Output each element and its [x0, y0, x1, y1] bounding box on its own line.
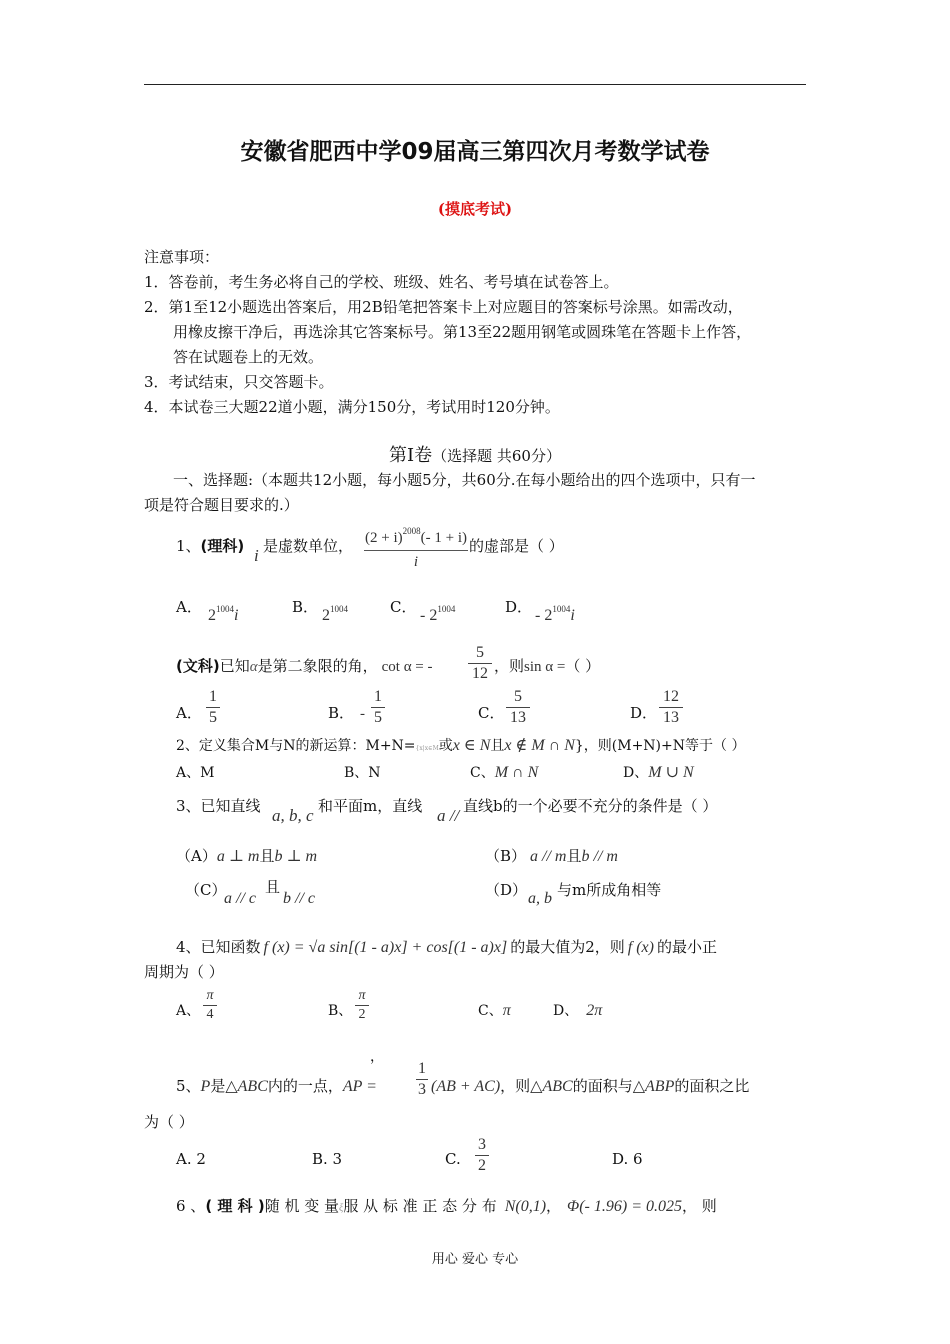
q4-option-c: C、π — [478, 1002, 511, 1019]
q1-text-b: 的虚部是（ ） — [469, 537, 564, 555]
q1w-option-d: 12 13 — [659, 688, 683, 727]
page-title: 安徽省肥西中学09届高三第四次月考数学试卷 — [240, 139, 710, 165]
q4-option-a-label: A、 — [176, 1003, 201, 1019]
q4-option-b-label: B、 — [328, 1003, 353, 1019]
q5-stray-comma: ， — [370, 1049, 384, 1065]
q1-option-b: $2^{1004}$ — [322, 604, 348, 624]
q1w-option-d-label: D． — [630, 704, 658, 722]
notes-item-2-end: 答在试题卷上的无效。 — [173, 348, 324, 366]
q1-option-a: $2^{1004}i$ — [208, 604, 239, 624]
q4-option-d: D、 2π — [553, 1002, 603, 1019]
q2-option-b: B、N — [344, 765, 381, 781]
q3-option-c2: b // c — [283, 890, 315, 907]
q1-option-d-label: D． — [505, 598, 533, 616]
notes-item-2-cont: 用橡皮擦干净后，再选涂其它答案标号。第13至22题用钢笔或圆珠笔在答题卡上作答， — [173, 323, 752, 341]
header-rule — [144, 84, 806, 85]
q5-option-d: D. 6 — [612, 1150, 643, 1168]
q6-tag: ( 理 科 ) — [205, 1197, 265, 1215]
q5-line2: 为（ ） — [144, 1113, 194, 1131]
notes-heading: 注意事项： — [144, 248, 220, 266]
page-footer: 用心 爱心 专心 — [431, 1252, 519, 1267]
q5-option-a: A. 2 — [176, 1150, 206, 1168]
section-intro-line1: 一、选择题:（本题共12小题，每小题5分，共60分.在每小题给出的四个选项中，只有一 — [173, 471, 756, 489]
q2-option-c: C、M ∩ N — [470, 764, 539, 781]
q1-text-a: 是虚数单位， — [263, 537, 354, 555]
q1-option-a-label: A． — [176, 598, 202, 616]
q5-option-b: B. 3 — [312, 1150, 343, 1168]
notes-item-4: 4．本试卷三大题22道小题，满分150分，考试用时120分钟。 — [144, 398, 560, 416]
q1-tag: (理科) — [200, 537, 245, 555]
q3-option-d-label: （D） — [485, 881, 528, 899]
q1w-option-c: 5 13 — [506, 688, 530, 727]
q4-option-b: π 2 — [355, 988, 369, 1023]
q3-option-c1: a // c — [224, 890, 256, 907]
q1w-option-a: 1 5 — [206, 688, 220, 727]
q4-line1: 4、已知函数 f (x) = √a sin[(1 - a)x] + cos[(1 - a)x] 的最大值为2，则 f (x) 的最小正 — [176, 938, 717, 956]
q3-option-d-tail: 与m所成角相等 — [557, 881, 662, 899]
q1w-option-a-label: A． — [176, 704, 202, 722]
q1-option-c-label: C． — [390, 598, 417, 616]
q1w-option-b: 1 5 — [371, 688, 385, 727]
q3-option-d1: a, b — [528, 890, 552, 907]
notes-item-3: 3．考试结束，只交答题卡。 — [144, 373, 334, 391]
notes-item-2: 2．第1至12小题选出答案后，用2B铅笔把答案卡上对应题目的答案标号涂黑。如需改动， — [144, 298, 743, 316]
notes-item-1: 1．答卷前，考生务必将自己的学校、班级、姓名、考号填在试卷答上。 — [144, 273, 619, 291]
section-title — [0, 441, 950, 467]
q1w-fraction: 5 12 — [468, 644, 492, 683]
q1w-line: (文科)已知α是第二象限的角， cot α = - — [176, 657, 433, 675]
q5-fraction: 1 3 — [418, 1060, 426, 1098]
section-title-main: 第Ⅰ卷 — [389, 445, 433, 466]
q1w-tag: (文科) — [176, 657, 220, 675]
q3-text-c: 直线b的一个必要不充分的条件是（ ） — [463, 797, 718, 815]
section-title-sub: （选择题 共60分） — [432, 447, 561, 465]
q1-expression: $(2 + i)^{2008}(-$ 1 + i) i — [365, 526, 467, 570]
q1-option-b-label: B． — [292, 598, 319, 616]
q3-option-c-label: （C） — [185, 881, 227, 899]
q3-expr1: a, b, c — [272, 806, 314, 825]
q1-var-i: i — [254, 546, 259, 565]
q2-option-d: D、M ∪ N — [623, 764, 694, 781]
q3-option-a: （A）a ⊥ m且b ⊥ m — [176, 847, 318, 865]
page-subtitle: (摸底考试) — [437, 200, 513, 218]
q3-text-a: 3、已知直线 — [176, 797, 261, 815]
q1w-option-c-label: C． — [478, 704, 505, 722]
q1-option-c: - $2^{1004}$ — [420, 604, 456, 624]
q3-expr2: a // — [437, 806, 460, 825]
q5-option-c-label: C. — [445, 1150, 461, 1168]
q2-option-a: A、M — [176, 765, 215, 781]
q5-line1a: 5、P是△ABC内的一点，AP = — [176, 1077, 377, 1095]
q3-option-b: （B） a // m且b // m — [485, 847, 618, 865]
q1-option-d: - $2^{1004}i$ — [535, 604, 575, 624]
q2-line: 2、定义集合M与N的新运算：M+N={x|x∈M或x ∈ N且x ∉ M ∩ N}，则(M+N)+N等于（ ） — [176, 737, 746, 754]
q4-line2: 周期为（ ） — [144, 963, 224, 981]
q5-option-c: 3 2 — [475, 1136, 489, 1175]
q1-number: 1、(理科) — [176, 537, 245, 555]
q5-line1b: (AB + AC)，则△ABC的面积与△ABP的面积之比 — [431, 1077, 750, 1095]
q1w-option-b-label: B． - — [328, 704, 366, 722]
q4-option-a: π 4 — [203, 988, 217, 1023]
q3-text-b: 和平面m，直线 — [318, 797, 423, 815]
q3-option-c-mid: 且 — [265, 878, 281, 896]
q6-line: 6 、( 理 科 )随 机 变 量ξ服 从 标 准 正 态 分 布 N(0,1)， Φ(- 1.96) = 0.025， 则 — [176, 1197, 717, 1215]
section-intro-line2: 项是符合题目要求的.） — [144, 496, 299, 514]
q1w-tail: ，则sin α =（ ） — [494, 657, 601, 675]
